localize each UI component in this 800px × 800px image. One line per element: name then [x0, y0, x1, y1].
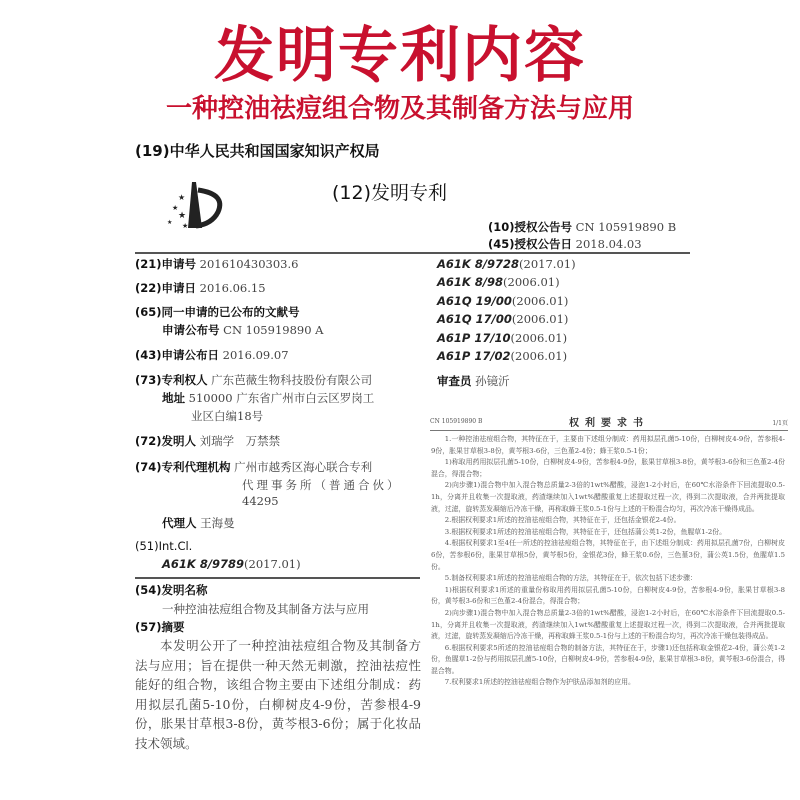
address-label: 地址 — [162, 391, 185, 405]
claim-paragraph: 2)向步骤1)混合物中加入混合物总质量2-3倍的1wt%醋酸，浸泡1-2小时后，在60℃水浴条件下回流提取0.5-1h，分离并且收集一次提取液，药渣继续加入1wt%醋酸重复上述提取过程一次，得到二次提取液，合并两批提取液，过滤，旋转蒸发凝缩后冷冻干燥，再称取蜂王浆0.5-1份与上述的干粉混合均匀，再次冷冻干燥包装得成品。 — [431, 608, 785, 641]
agency-code: 44295 — [242, 494, 279, 508]
agency-line-2: 代理事务所（普通合伙） — [242, 478, 402, 492]
pub-date: 2016.09.07 — [222, 348, 289, 362]
claim-paragraph: 4.根据权利要求1至4任一所述的控油祛痘组合物，其特征在于，由下述组分制成：药用拟层孔菌7份，白柳树皮6份，苦参根6份，胀果甘草根5份，黄芩根5份，金银花3份，蜂王浆0.6份，三色堇3份，蒲公英1.5份，鱼腥草1.5份。 — [431, 539, 785, 571]
claim-paragraph: 3.根据权利要求1所述的控油祛痘组合物，其特征在于，还包括蒲公英1-2份，鱼腥草1-2份。 — [444, 527, 727, 536]
app-no: 201610430303.6 — [199, 257, 299, 271]
agent-label: 代理人 — [162, 516, 197, 530]
divider — [430, 430, 788, 431]
app-no-label: (21)申请号 — [135, 257, 197, 271]
svg-text:★: ★ — [182, 222, 189, 230]
claims-page — [425, 412, 793, 784]
svg-text:★: ★ — [178, 193, 186, 202]
claim-paragraph: 1.一种控油祛痘组合物，其特征在于，主要由下述组分制成：药用拟层孔菌5-10份，白柳树皮4-9份，苦参根4-9份，胀果甘草根3-8份，黄芩根3-6份，三色堇2-4份；蜂王浆0.5-1份； — [431, 435, 785, 455]
claim-paragraph: 1)根据权利要求1所述的重量份称取用药用拟层孔菌5-10份，白柳树皮4-9份，苦参根4-9份，胀果甘草根3-8份，黄芩根3-6份和三色堇2-4份混合，得混合物； — [431, 585, 785, 606]
grant-date: 2018.04.03 — [575, 237, 642, 251]
claim-paragraph: 7.权利要求1所述的控油祛痘组合物作为护肤品添加剂的应用。 — [444, 678, 635, 687]
intcl-label: (51)Int.Cl. — [135, 539, 193, 553]
owner-label: (73)专利权人 — [135, 373, 208, 387]
agent: 王海曼 — [200, 516, 235, 530]
claims-doc-no: CN 105919890 B — [430, 418, 483, 425]
patent-office-emblem-icon — [164, 180, 234, 230]
agency-line-1: 广州市越秀区海心联合专利 — [234, 460, 373, 474]
classification-item: A61P 17/10(2006.01) — [437, 330, 568, 345]
banner-subtitle: 一种控油祛痘组合物及其制备方法与应用 — [165, 94, 634, 124]
owner: 广东芭薇生物科技股份有限公司 — [211, 373, 373, 387]
claims-heading: 权利要求书 — [569, 418, 649, 429]
address-line-2: 业区白编18号 — [191, 409, 264, 423]
invention-name-label: (54)发明名称 — [135, 583, 208, 597]
classification-item: A61K 8/9728(2017.01) — [437, 257, 576, 271]
classification-item: A61K 8/98(2006.01) — [437, 275, 560, 290]
invention-name: 一种控油祛痘组合物及其制备方法与应用 — [162, 602, 369, 616]
app-date-label: (22)申请日 — [135, 281, 197, 295]
divider — [135, 252, 690, 254]
pub-date-label: (43)申请公布日 — [135, 348, 220, 362]
abstract-text: 本发明公开了一种控油祛痘组合物及其制备方法与应用；旨在提供一种天然无刺激，控油祛痘性能好的组合物，该组合物主要由下述组分制成：药用拟层孔菌5-10份，白柳树皮4-9份，苦参根4-9份，胀果甘草根3-8份，黄芩根3-6份；属于化妆品技术领域。 — [135, 638, 421, 751]
svg-text:★: ★ — [172, 204, 179, 212]
app-date: 2016.06.15 — [199, 281, 266, 295]
grant-date-label: (45)授权公告日 — [488, 237, 573, 251]
intcl-version: (2017.01) — [244, 557, 301, 571]
patent-office: (19)中华人民共和国国家知识产权局 — [135, 142, 380, 160]
document-type: (12)发明专利 — [332, 182, 448, 204]
grant-no: CN 105919890 B — [575, 220, 677, 234]
abstract-label: (57)摘要 — [135, 620, 185, 634]
svg-text:★: ★ — [178, 211, 187, 221]
inventor-label: (72)发明人 — [135, 434, 197, 448]
agency-label: (74)专利代理机构 — [135, 460, 231, 474]
pub-no-label: 申请公布号 — [162, 323, 220, 337]
address-line-1: 510000 广东省广州市白云区罗岗工 — [188, 391, 375, 405]
grant-no-label: (10)授权公告号 — [488, 220, 573, 234]
claim-paragraph: 2)向步骤1)混合物中加入混合物总质量2-3倍的1wt%醋酸，浸泡1-2小时后，在60℃水浴条件下回流提取0.5-1h，分离并且收集一次提取液，药渣继续加入1wt%醋酸重复上述提取过程一次，得到二次提取液，合并两批提取液，过滤，旋转蒸发凝缩后冷冻干燥，再称取蜂王浆0.5-1份与上述的干粉混合均匀，再次冷冻干燥得成品。 — [431, 481, 785, 513]
classification-item: A61P 17/02(2006.01) — [437, 349, 568, 364]
claims-page-no: 1/1页 — [772, 420, 788, 427]
examiner: 孙镜沂 — [475, 374, 510, 388]
claim-paragraph: 6.根据权利要求5所述的控油祛痘组合物的制备方法，其特征在于，步骤1)还包括称取金银花2-4份，蒲公英1-2份，鱼腥草1-2份与药用拟层孔菌5-10份，白柳树皮4-9份，苦参根4-9份，胀果甘草根3-8份，黄芩根3-6份混合，得混合物。 — [431, 643, 785, 675]
claim-paragraph: 1)称取用药用拟层孔菌5-10份，白柳树皮4-9份，苦参根4-9份，胀果甘草根3-8份，黄芩根3-6份和三色堇2-4份混合，得混合物； — [431, 458, 785, 478]
inventors: 刘瑞学 万禁禁 — [199, 434, 281, 448]
examiner-label: 审查员 — [437, 374, 472, 388]
prior-publication-label: (65)同一申请的已公布的文献号 — [135, 305, 300, 319]
classification-item: A61Q 19/00(2006.01) — [437, 293, 569, 308]
classification-item: A61Q 17/00(2006.01) — [437, 312, 569, 327]
banner-title: 发明专利内容 — [214, 21, 586, 91]
claims-body — [431, 434, 785, 689]
classification-list — [437, 255, 576, 365]
pub-no: CN 105919890 A — [223, 323, 324, 337]
divider — [135, 577, 420, 579]
svg-text:★: ★ — [167, 219, 173, 226]
intcl-code: A61K 8/9789 — [162, 557, 245, 571]
claim-paragraph: 2.根据权利要求1所述的控油祛痘组合物，其特征在于，还包括金银花2-4份。 — [444, 516, 681, 525]
claim-paragraph: 5.制备权利要求1所述的控油祛痘组合物的方法，其特征在于，依次包括下述步骤： — [444, 574, 697, 583]
